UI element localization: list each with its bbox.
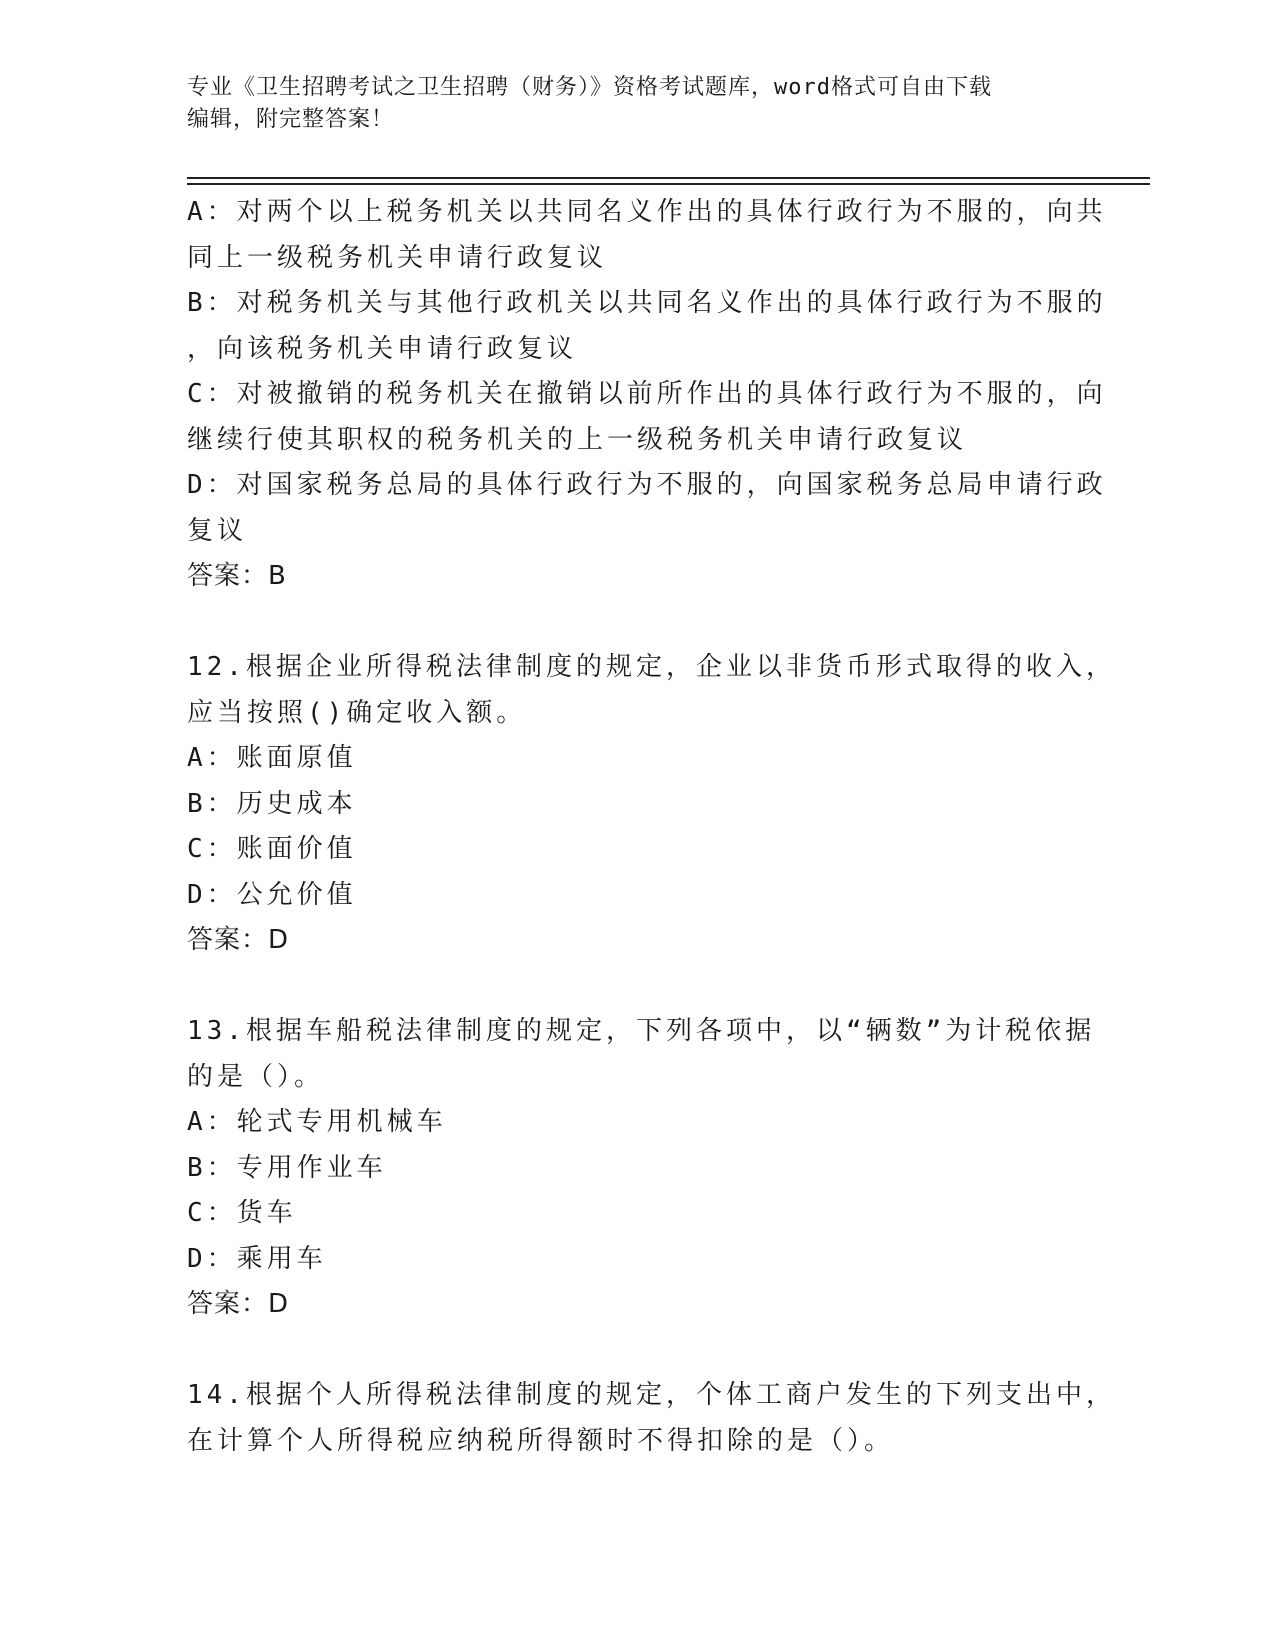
answer: 答案：D xyxy=(187,1289,290,1319)
question-list xyxy=(187,190,1116,1464)
question-block-13 xyxy=(187,1009,1096,1328)
question-stem-line-2: 的是（）。 xyxy=(187,1061,325,1092)
header-divider-top xyxy=(187,177,1150,179)
answer: 答案：D xyxy=(187,925,290,955)
question-stem-line-2: 在计算个人所得税应纳税所得额时不得扣除的是（）。 xyxy=(187,1425,895,1456)
option-d-line-1: D：对国家税务总局的具体行政行为不服的，向国家税务总局申请行政 xyxy=(187,470,1107,500)
question-block-14 xyxy=(187,1373,1116,1464)
option-b-line-1: B：对税务机关与其他行政机关以共同名义作出的具体行政行为不服的 xyxy=(187,288,1107,318)
question-block-11 xyxy=(187,190,1107,600)
header-line-2: 编辑，附完整答案！ xyxy=(187,107,395,132)
document-header xyxy=(187,72,1067,136)
option-a: A：账面原值 xyxy=(187,743,357,773)
option-a: A：轮式专用机械车 xyxy=(187,1107,447,1137)
option-c-line-2: 继续行使其职权的税务机关的上一级税务机关申请行政复议 xyxy=(187,424,968,455)
header-line-1: 专业《卫生招聘考试之卫生招聘（财务）》资格考试题库，word格式可自由下载 xyxy=(187,75,992,100)
option-c: C：货车 xyxy=(187,1198,297,1228)
option-d: D：乘用车 xyxy=(187,1243,327,1274)
option-b-line-2: ，向该税务机关申请行政复议 xyxy=(187,333,578,364)
answer: 答案：B xyxy=(187,561,287,591)
question-stem-line-1: 13.根据车船税法律制度的规定，下列各项中，以“辆数”为计税依据 xyxy=(187,1016,1096,1046)
option-c: C：账面价值 xyxy=(187,834,357,864)
option-d: D：公允价值 xyxy=(187,879,357,910)
option-b: B：历史成本 xyxy=(187,788,357,819)
question-stem-line-2: 应当按照()确定收入额。 xyxy=(187,697,527,728)
header-divider-bottom xyxy=(187,183,1150,185)
question-stem-line-1: 14.根据个人所得税法律制度的规定，个体工商户发生的下列支出中， xyxy=(187,1380,1116,1410)
option-b: B：专用作业车 xyxy=(187,1152,387,1183)
question-block-12 xyxy=(187,645,1116,964)
option-c-line-1: C：对被撤销的税务机关在撤销以前所作出的具体行政行为不服的，向 xyxy=(187,379,1107,409)
option-a-line-1: A：对两个以上税务机关以共同名义作出的具体行政行为不服的，向共 xyxy=(187,197,1107,227)
option-d-line-2: 复议 xyxy=(187,515,248,546)
option-a-line-2: 同上一级税务机关申请行政复议 xyxy=(187,242,608,273)
question-stem-line-1: 12.根据企业所得税法律制度的规定，企业以非货币形式取得的收入， xyxy=(187,652,1116,682)
